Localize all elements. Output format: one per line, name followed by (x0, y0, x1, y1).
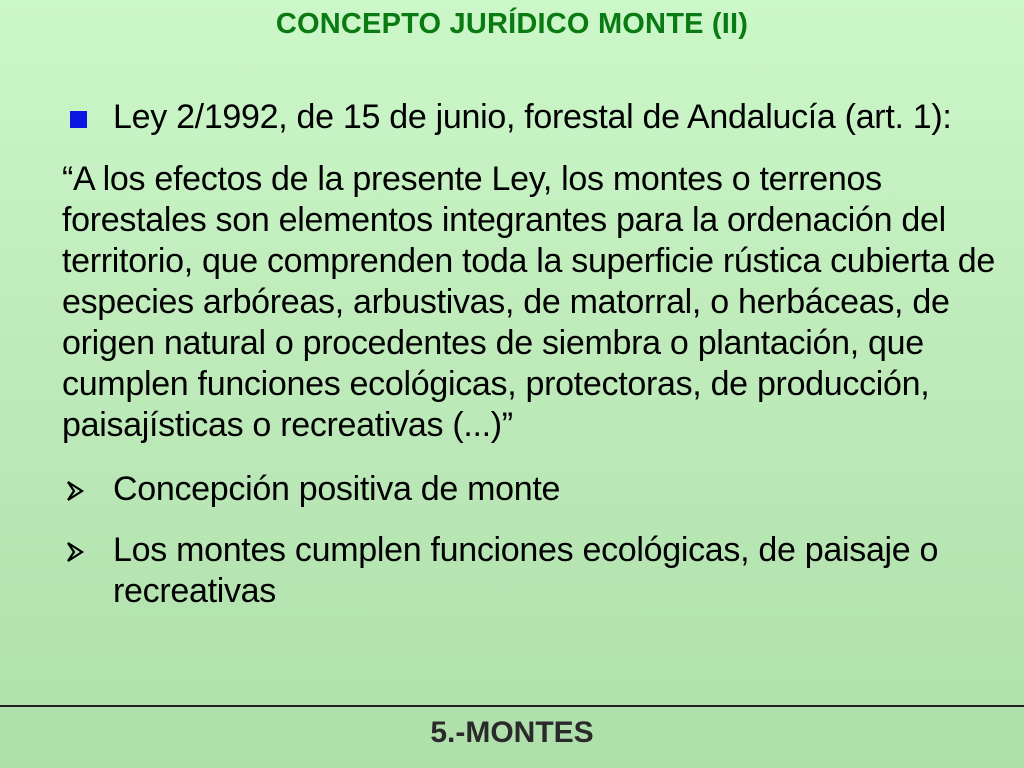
point-text-1: Concepción positiva de monte (113, 470, 561, 508)
law-quote: “A los efectos de la presente Ley, los montes o terrenos forestales son elementos integrantes para la ordenación del territorio, que comprenden toda la superficie rústica cubierta de especies arbóreas, arbustivas, de matorral, o herbáceas, de origen natural o procedentes de siembra o plantación, que cumplen funciones ecológicas, protectoras, de producción, paisajísticas o recreativas (...)” (62, 160, 996, 444)
arrow-bullet-icon (66, 469, 90, 510)
point-text-2: Los montes cumplen funciones ecológicas, de paisaje o recreativas (113, 531, 939, 610)
point-bullet-1 (62, 469, 1007, 510)
point-bullet-2 (62, 530, 1007, 612)
slide-title: CONCEPTO JURÍDICO MONTE (II) (275, 8, 749, 40)
footer-section-label: 5.-MONTES (430, 716, 594, 749)
law-bullet (62, 97, 1007, 138)
law-reference-text: Ley 2/1992, de 15 de junio, forestal de Andalucía (art. 1): (113, 98, 952, 136)
square-bullet-icon (70, 111, 87, 128)
arrow-bullet-icon (66, 530, 90, 571)
slide-content (62, 97, 1007, 612)
footer-divider (0, 705, 1024, 707)
